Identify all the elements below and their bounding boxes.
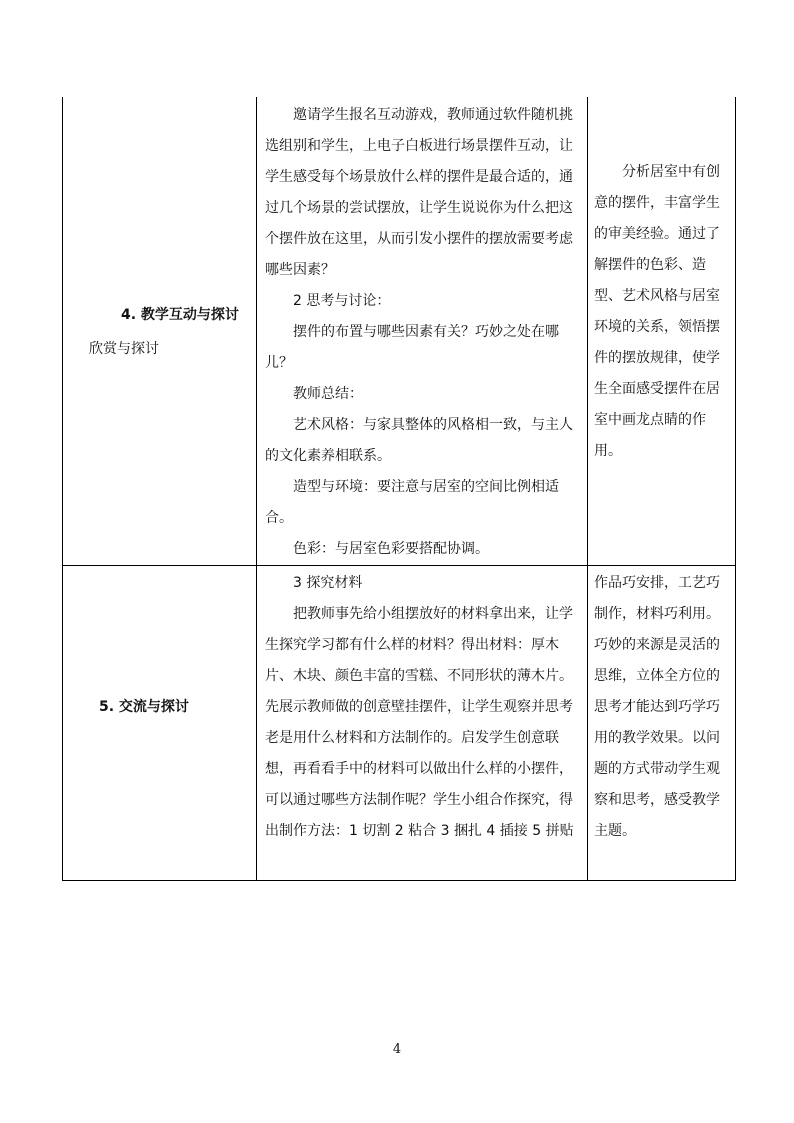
table-row bbox=[63, 566, 736, 881]
intent-line: 分析居室中有创 bbox=[622, 164, 720, 180]
section-cell bbox=[63, 566, 257, 881]
intent-line: 室中画龙点睛的作 bbox=[594, 412, 706, 428]
process-line: 个摆件放在这里，从而引发小摆件的摆放需要考虑 bbox=[265, 231, 573, 247]
intent-line: 察和思考，感受教学 bbox=[594, 792, 720, 808]
process-line: 色彩：与居室色彩要搭配协调。 bbox=[293, 541, 489, 557]
process-line: 选组别和学生，上电子白板进行场景摆件互动，让 bbox=[265, 138, 573, 154]
intent-line: 解摆件的色彩、造 bbox=[594, 257, 706, 273]
intent-line: 型、艺术风格与居室 bbox=[594, 288, 720, 304]
process-line: 的文化素养相联系。 bbox=[265, 448, 391, 464]
process-line: 艺术风格：与家具整体的风格相一致，与主人 bbox=[293, 417, 573, 433]
intent-line: 思维，立体全方位的 bbox=[594, 668, 720, 684]
page-number: 4 bbox=[392, 1042, 402, 1057]
intent-line: 巧妙的来源是灵活的 bbox=[594, 637, 720, 653]
intent-line: 题的方式带动学生观 bbox=[594, 761, 720, 777]
intent-line: 主题。 bbox=[594, 823, 636, 839]
process-line: 造型与环境：要注意与居室的空间比例相适 bbox=[293, 479, 559, 495]
intent-line: 生全面感受摆件在居 bbox=[594, 381, 720, 397]
intent-cell bbox=[588, 566, 736, 881]
table-row bbox=[63, 97, 736, 566]
intent-line: 作品巧安排，工艺巧 bbox=[594, 575, 720, 591]
process-line: 学生感受每个场景放什么样的摆件是最合适的，通 bbox=[265, 169, 573, 185]
process-line: 生探究学习都有什么样的材料？得出材料：厚木 bbox=[265, 637, 559, 653]
intent-line: 意的摆件，丰富学生 bbox=[594, 195, 720, 211]
lesson-plan-table bbox=[62, 97, 736, 881]
intent-line: 环境的关系，领悟摆 bbox=[594, 319, 720, 335]
section-cell bbox=[63, 97, 257, 566]
intent-line: 件的摆放规律，使学 bbox=[594, 350, 720, 366]
process-line: 出制作方法：1 切割 2 粘合 3 捆扎 4 插接 5 拼贴 bbox=[265, 823, 574, 839]
section-subtitle: 欣赏与探讨 bbox=[89, 341, 159, 357]
process-line: 片、木块、颜色丰富的雪糕、不同形状的薄木片。 bbox=[265, 668, 573, 684]
process-line: 过几个场景的尝试摆放，让学生说说你为什么把这 bbox=[265, 200, 573, 216]
intent-line: 思考才能达到巧学巧 bbox=[594, 699, 720, 715]
intent-line: 用的教学效果。以问 bbox=[594, 730, 720, 746]
section-title: 4. 教学互动与探讨 bbox=[121, 307, 239, 323]
process-line: 先展示教师做的创意壁挂摆件，让学生观察并思考 bbox=[265, 699, 573, 715]
process-line: 摆件的布置与哪些因素有关？巧妙之处在哪 bbox=[293, 324, 559, 340]
process-line: 儿？ bbox=[265, 355, 293, 371]
intent-cell bbox=[588, 97, 736, 566]
intent-line: 用。 bbox=[594, 443, 622, 459]
intent-line: 制作，材料巧利用。 bbox=[594, 606, 720, 622]
process-line: 邀请学生报名互动游戏，教师通过软件随机挑 bbox=[293, 107, 573, 123]
process-line: 想，再看看手中的材料可以做出什么样的小摆件， bbox=[265, 761, 573, 777]
process-line: 教师总结： bbox=[293, 386, 363, 402]
process-line: 老是用什么材料和方法制作的。启发学生创意联 bbox=[265, 730, 559, 746]
process-cell bbox=[257, 566, 588, 881]
process-line: 3 探究材料 bbox=[293, 575, 363, 591]
intent-line: 的审美经验。通过了 bbox=[594, 226, 720, 242]
process-line: 可以通过哪些方法制作呢？学生小组合作探究，得 bbox=[265, 792, 573, 808]
section-title: 5. 交流与探讨 bbox=[99, 699, 189, 715]
process-line: 2 思考与讨论： bbox=[293, 293, 391, 309]
process-line: 哪些因素？ bbox=[265, 262, 335, 278]
process-cell bbox=[257, 97, 588, 566]
process-line: 把教师事先给小组摆放好的材料拿出来，让学 bbox=[293, 606, 573, 622]
process-line: 合。 bbox=[265, 510, 293, 526]
